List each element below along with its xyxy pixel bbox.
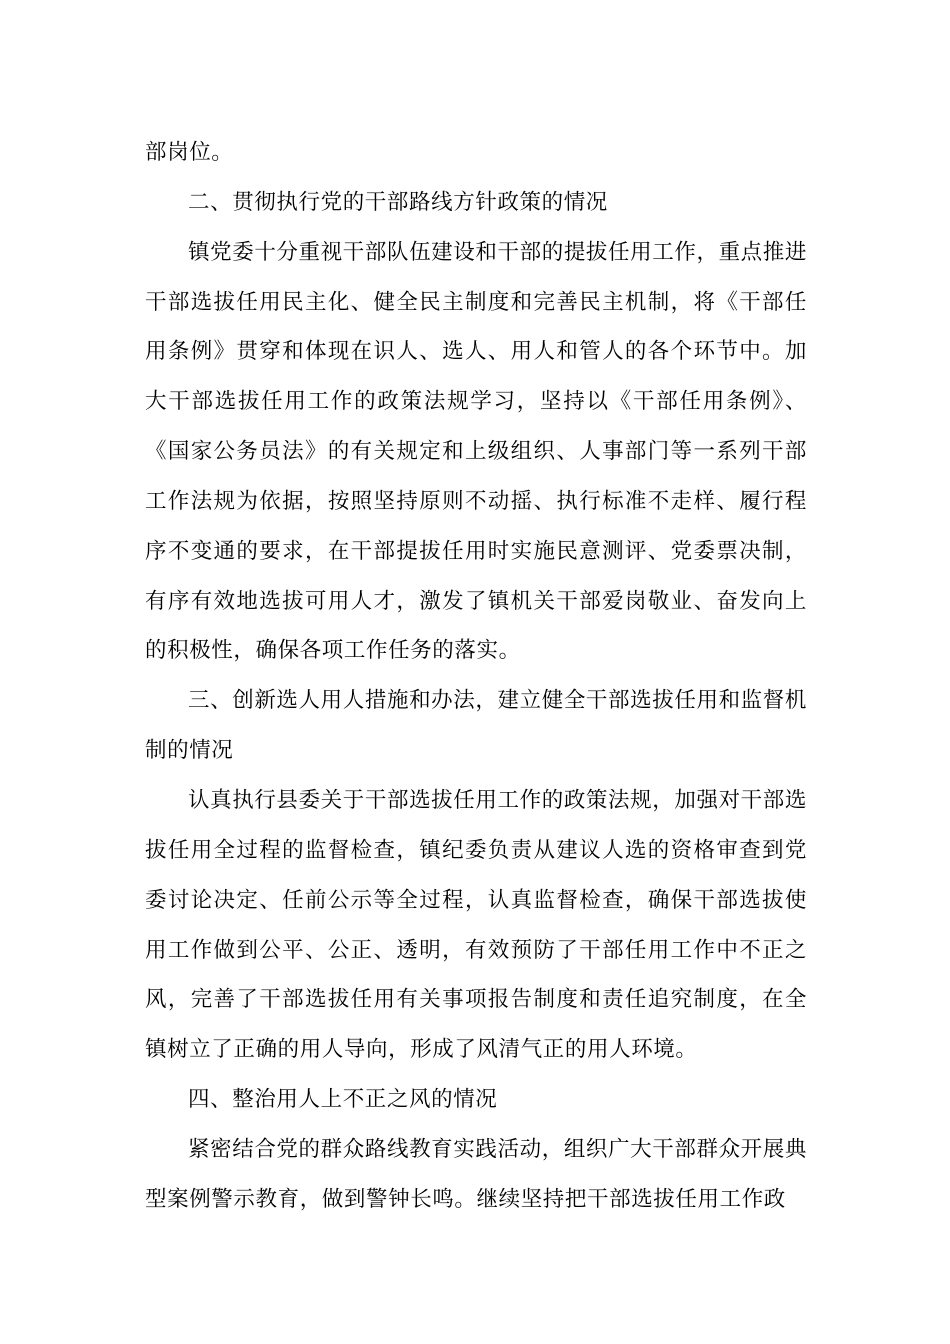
- paragraph-section-2: 镇党委十分重视干部队伍建设和干部的提拔任用工作，重点推进干部选拔任用民主化、健全民主制度和完善民主机制，将《干部任用条例》贯穿和体现在识人、选人、用人和管人的各个环节中。加大干部选拔任用工作的政策法规学习，坚持以《干部任用条例》、《国家公务员法》的有关规定和上级组织、人事部门等一系列干部工作法规为依据，按照坚持原则不动摇、执行标准不走样、履行程序不变通的要求，在干部提拔任用时实施民意测评、党委票决制，有序有效地选拔可用人才，激发了镇机关干部爱岗敬业、奋发向上的积极性，确保各项工作任务的落实。: [145, 239, 807, 664]
- paragraph-continuation: 部岗位。: [145, 140, 234, 165]
- document-body: [145, 128, 807, 1225]
- section-heading-3: 三、创新选人用人措施和办法，建立健全干部选拔任用和监督机制的情况: [145, 688, 807, 764]
- paragraph-section-3: 认真执行县委关于干部选拔任用工作的政策法规，加强对干部选拔任用全过程的监督检查，镇纪委负责从建议人选的资格审查到党委讨论决定、任前公示等全过程，认真监督检查，确保干部选拔使用工作做到公平、公正、透明，有效预防了干部任用工作中不正之风，完善了干部选拔任用有关事项报告制度和责任追究制度，在全镇树立了正确的用人导向，形成了风清气正的用人环境。: [145, 787, 807, 1063]
- section-heading-2: 二、贯彻执行党的干部路线方针政策的情况: [188, 189, 608, 215]
- paragraph-section-4: 紧密结合党的群众路线教育实践活动，组织广大干部群众开展典型案例警示教育，做到警钟长鸣。继续坚持把干部选拔任用工作政: [145, 1136, 807, 1212]
- section-heading-4: 四、整治用人上不正之风的情况: [188, 1087, 498, 1113]
